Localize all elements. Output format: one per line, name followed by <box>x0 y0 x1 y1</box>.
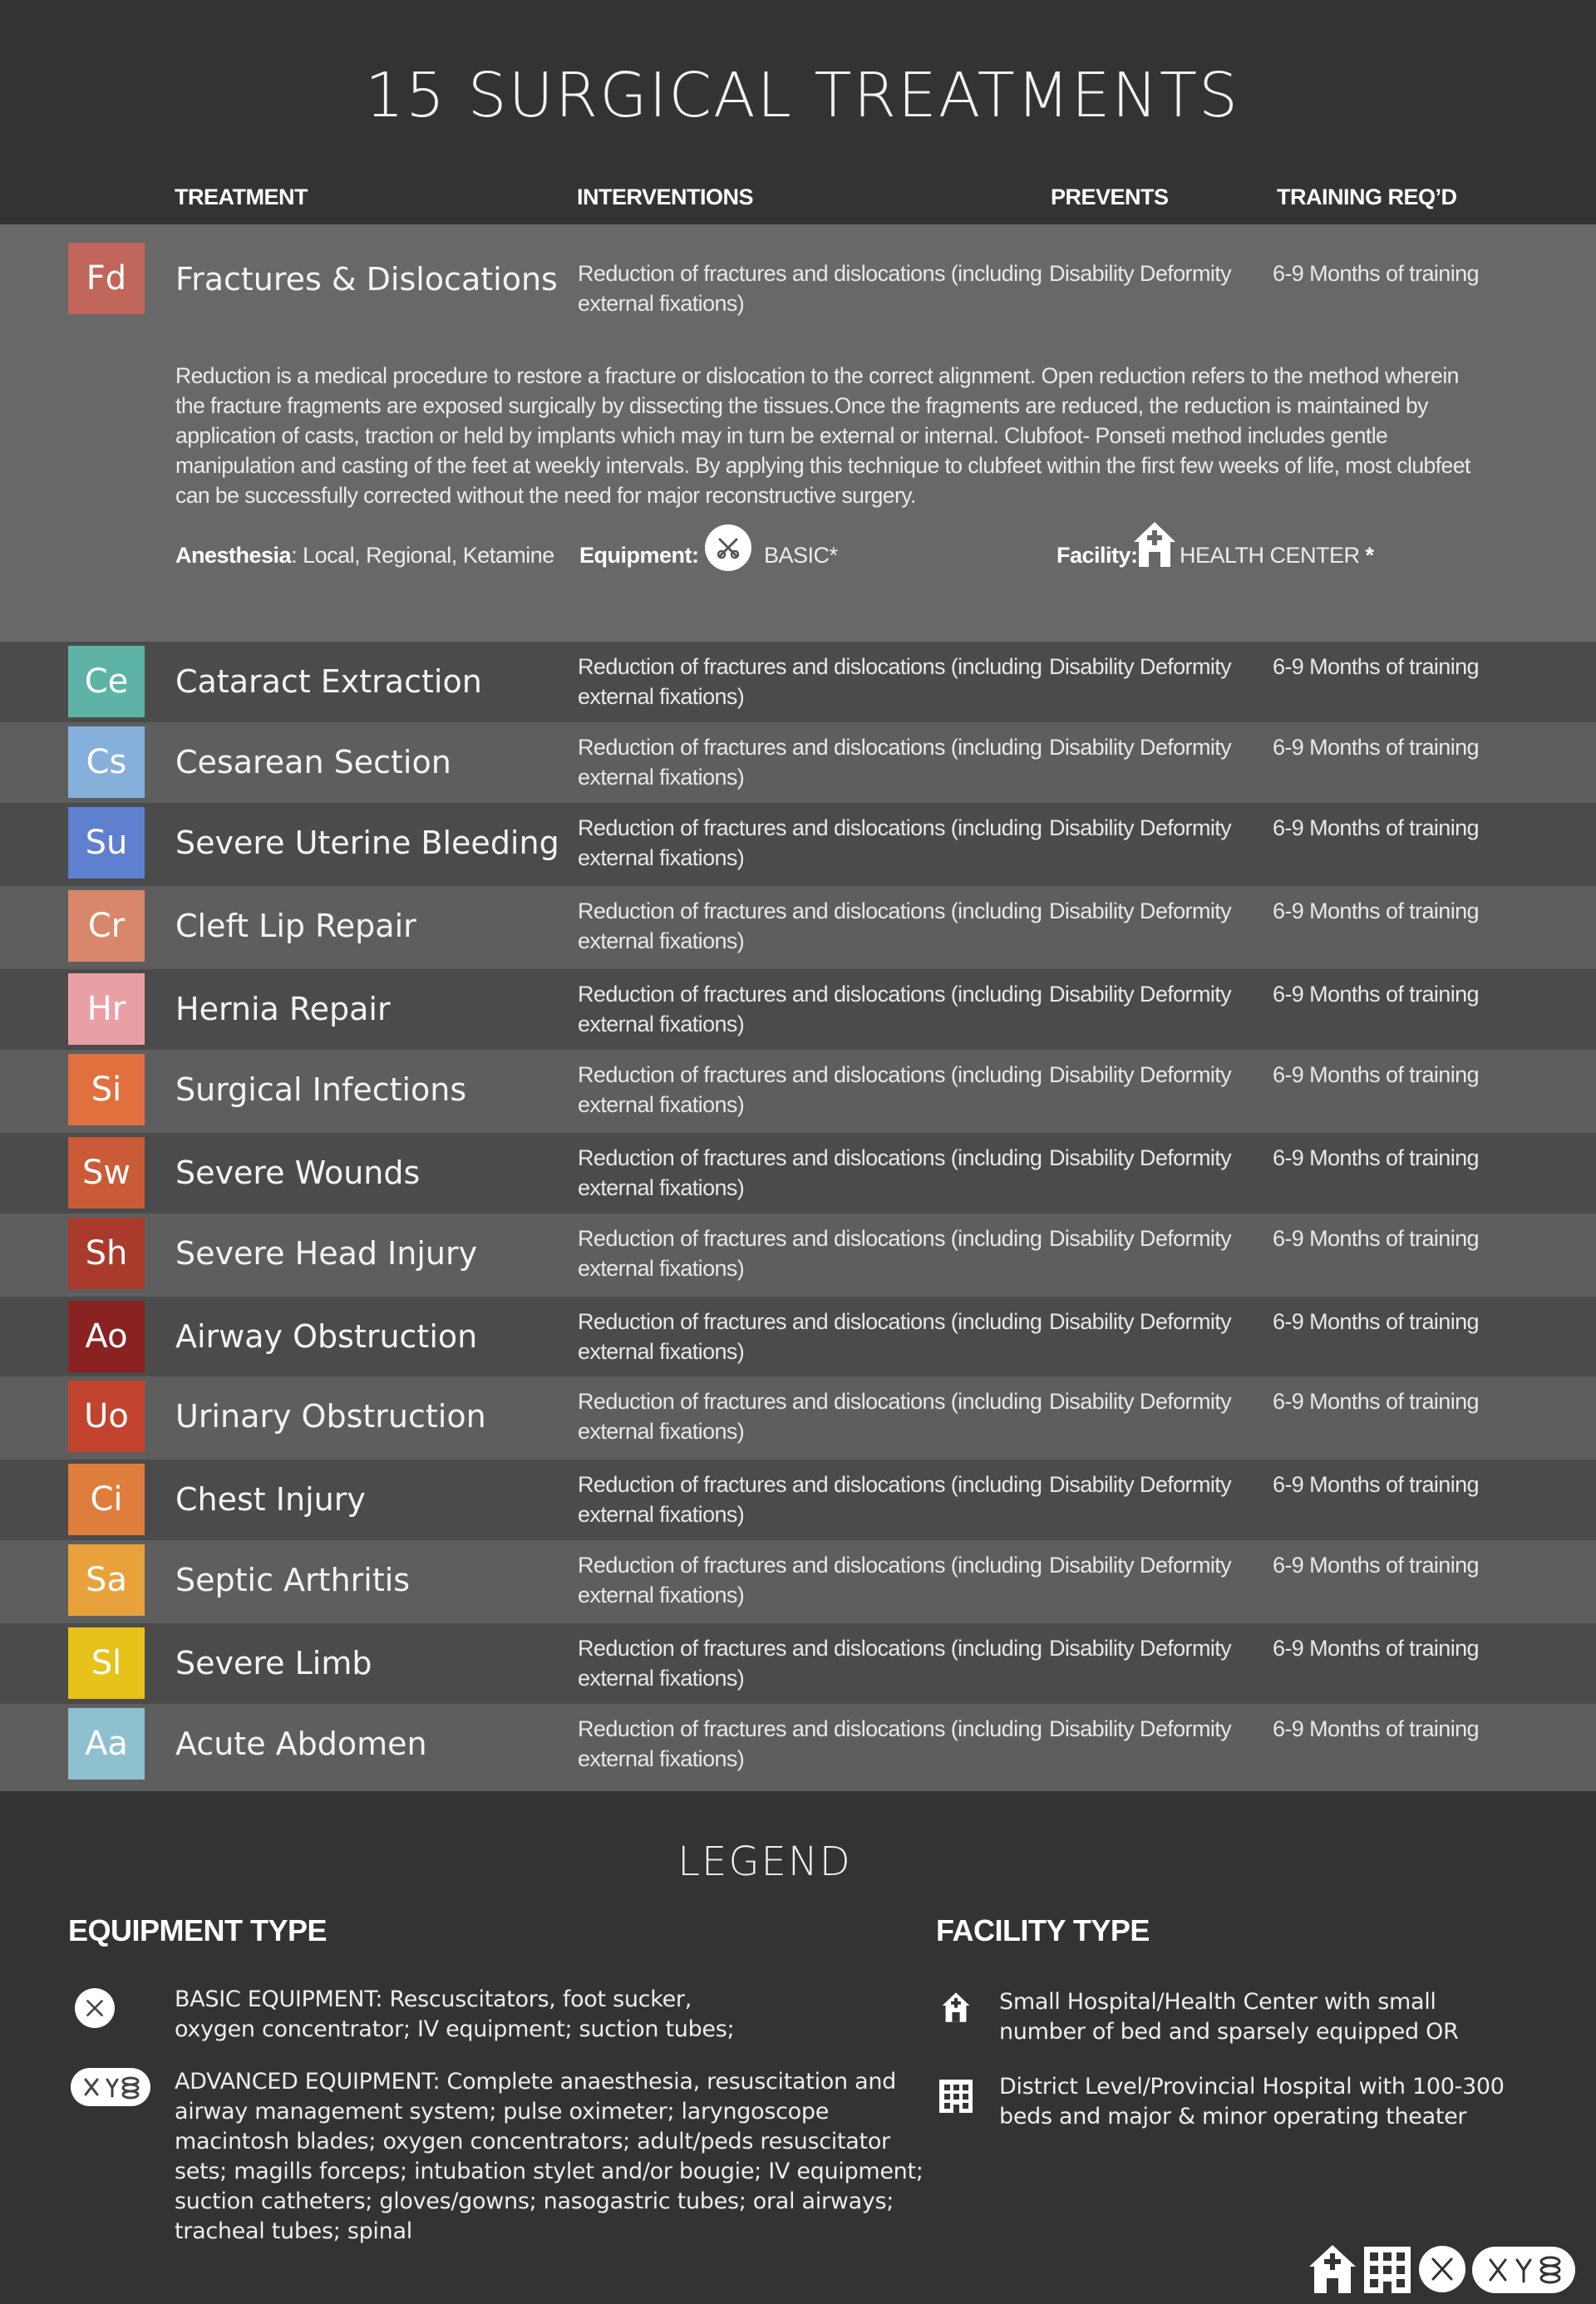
treatment-code-badge: Uo <box>68 1381 145 1452</box>
treatment-interventions: Reduction of fractures and dislocations (including external fixations) <box>578 1226 1042 1281</box>
treatment-code-badge: Aa <box>68 1708 145 1780</box>
column-header-prevents: PREVENTS <box>1051 185 1169 209</box>
treatment-interventions: Reduction of fractures and dislocations (including external fixations) <box>578 1553 1042 1607</box>
treatment-prevents: Disability Deformity <box>1049 898 1232 923</box>
district-hospital-description: District Level/Provincial Hospital with 100-300 beds and major & minor operating theater <box>999 2074 1505 2129</box>
treatment-training: 6-9 Months of training <box>1273 1636 1479 1661</box>
treatment-name[interactable]: Urinary Obstruction <box>175 1398 486 1435</box>
treatment-code-badge: Cs <box>68 726 145 798</box>
basic-equipment-description: BASIC EQUIPMENT: Rescuscitators, foot sucker, oxygen concentrator; IV equipment; suction tubes; <box>175 1986 735 2042</box>
treatment-training: 6-9 Months of training <box>1273 1389 1479 1414</box>
treatment-name[interactable]: Cataract Extraction <box>175 663 482 700</box>
treatment-training: 6-9 Months of training <box>1273 1553 1479 1578</box>
facility-equipment-icon-strip <box>1308 2242 1582 2297</box>
treatment-row[interactable] <box>0 1460 1596 1540</box>
treatment-prevents: Disability Deformity <box>1049 1062 1232 1087</box>
treatment-row[interactable] <box>0 722 1596 803</box>
legend-title: LEGEND <box>677 1839 852 1885</box>
small-hospital-description: Small Hospital/Health Center with small number of bed and sparsely equipped OR <box>999 1989 1459 2045</box>
treatment-interventions: Reduction of fractures and dislocations (including external fixations) <box>578 1309 1042 1364</box>
treatment-row[interactable] <box>0 1376 1596 1460</box>
treatment-name[interactable]: Chest Injury <box>175 1481 366 1518</box>
basic-equipment-icon <box>1419 2246 1465 2292</box>
treatment-interventions: Reduction of fractures and dislocations (including external fixations) <box>578 898 1042 953</box>
advanced-equipment-icon <box>1472 2247 1575 2293</box>
treatment-training: 6-9 Months of training <box>1273 654 1479 679</box>
treatment-name[interactable]: Severe Wounds <box>175 1154 421 1191</box>
anesthesia-info: Anesthesia: Local, Regional, Ketamine <box>175 543 554 568</box>
treatment-name[interactable]: Surgical Infections <box>175 1071 467 1108</box>
health-center-icon <box>1132 520 1177 573</box>
treatment-description: Reduction is a medical procedure to restore a fracture or dislocation to the correct alignment. Open reduction refers to the method wherein the fracture fragments are exposed surgically by dissecting the tissues.Once the fragments are reduced, the reduction is maintained by application of casts, traction or held by implants which may in turn be external or internal. Clubfoot- Ponseti method includes gentle manipulation and casting of the feet at weekly intervals. By applying this technique to clubfeet within the first few weeks of life, most clubfeet can be successfully corrected without the need for major reconstructive surgery. <box>175 363 1470 508</box>
treatment-prevents: Disability Deformity <box>1049 1389 1232 1414</box>
treatment-name[interactable]: Acute Abdomen <box>175 1726 427 1762</box>
treatment-prevents: Disability Deformity <box>1049 1636 1232 1661</box>
treatment-training: 6-9 Months of training <box>1273 898 1479 923</box>
treatment-code-badge: Sa <box>68 1544 145 1616</box>
treatment-name[interactable]: Severe Uterine Bleeding <box>175 825 559 861</box>
treatment-row[interactable] <box>0 1623 1596 1704</box>
treatment-interventions: Reduction of fractures and dislocations (including external fixations) <box>578 1716 1042 1771</box>
equipment-label: Equipment: <box>579 543 699 568</box>
treatment-training: 6-9 Months of training <box>1273 1309 1479 1334</box>
treatment-name[interactable]: Severe Limb <box>175 1645 372 1681</box>
treatment-interventions: Reduction of fractures and dislocations (including external fixations) <box>578 261 1042 316</box>
treatment-row[interactable] <box>0 1133 1596 1214</box>
treatment-name[interactable]: Cleft Lip Repair <box>175 908 416 944</box>
treatment-name[interactable]: Airway Obstruction <box>175 1318 478 1355</box>
treatment-row[interactable] <box>0 886 1596 969</box>
treatment-code-badge: Sl <box>68 1627 145 1699</box>
treatment-code-badge: Cr <box>68 890 145 962</box>
anesthesia-label: Anesthesia <box>175 543 292 568</box>
treatment-row[interactable] <box>0 1297 1596 1376</box>
treatment-prevents: Disability Deformity <box>1049 815 1232 840</box>
treatment-prevents: Disability Deformity <box>1049 1472 1232 1497</box>
advanced-equipment-description: ADVANCED EQUIPMENT: Complete anaesthesia, resuscitation and airway management system; pulse oximeter; laryngoscope macintosh blades; oxygen concentrators; adult/peds resuscitator sets; magills forceps; intubation stylet and/or bougie; IV equipment; suction catheters; gloves/gowns; nasogastric tubes; oral airways; tracheal tubes; spinal <box>175 2069 924 2244</box>
column-header-training: TRAINING REQ’D <box>1277 185 1457 209</box>
district-hospital-icon <box>939 2080 973 2117</box>
treatment-prevents: Disability Deformity <box>1049 982 1232 1007</box>
treatment-row[interactable] <box>0 1704 1596 1791</box>
treatment-interventions: Reduction of fractures and dislocations (including external fixations) <box>578 654 1042 709</box>
small-hospital-icon <box>941 1991 971 2027</box>
treatment-code-badge: Ao <box>68 1301 145 1372</box>
treatment-training: 6-9 Months of training <box>1273 1716 1479 1741</box>
treatment-interventions: Reduction of fractures and dislocations (including external fixations) <box>578 815 1042 870</box>
treatment-name[interactable]: Severe Head Injury <box>175 1235 478 1272</box>
equipment-type-heading: EQUIPMENT TYPE <box>68 1913 328 1947</box>
treatment-code-badge: Hr <box>68 973 145 1045</box>
treatment-name[interactable]: Cesarean Section <box>175 744 451 780</box>
treatment-prevents: Disability Deformity <box>1049 1716 1232 1741</box>
anesthesia-value: Local, Regional, Ketamine <box>303 543 554 568</box>
treatment-row[interactable] <box>0 1540 1596 1623</box>
treatment-prevents: Disability Deformity <box>1049 1309 1232 1334</box>
treatment-interventions: Reduction of fractures and dislocations (including external fixations) <box>578 1145 1042 1200</box>
advanced-equipment-legend-icon <box>71 2068 150 2106</box>
treatment-training: 6-9 Months of training <box>1273 815 1479 840</box>
treatment-name[interactable]: Fractures & Dislocations <box>175 261 558 298</box>
treatment-interventions: Reduction of fractures and dislocations (including external fixations) <box>578 1062 1042 1117</box>
treatment-training: 6-9 Months of training <box>1273 1472 1479 1497</box>
treatment-prevents: Disability Deformity <box>1049 654 1232 679</box>
district-hospital-icon <box>1364 2247 1411 2293</box>
treatment-row[interactable] <box>0 1050 1596 1133</box>
treatment-training: 6-9 Months of training <box>1273 261 1479 286</box>
treatment-prevents: Disability Deformity <box>1049 735 1232 760</box>
treatment-row[interactable] <box>0 803 1596 886</box>
treatment-interventions: Reduction of fractures and dislocations (including external fixations) <box>578 1636 1042 1691</box>
basic-equipment-legend-icon <box>75 1988 115 2028</box>
equipment-value: BASIC* <box>764 543 838 568</box>
column-header-treatment: TREATMENT <box>175 185 308 209</box>
basic-equipment-icon <box>705 524 751 571</box>
treatment-row[interactable] <box>0 969 1596 1050</box>
treatment-prevents: Disability Deformity <box>1049 1553 1232 1578</box>
treatment-interventions: Reduction of fractures and dislocations (including external fixations) <box>578 982 1042 1036</box>
small-hospital-icon <box>1309 2245 1356 2293</box>
treatment-prevents: Disability Deformity <box>1049 1226 1232 1251</box>
treatment-code-badge: Fd <box>68 243 145 314</box>
facility-type-heading: FACILITY TYPE <box>936 1913 1150 1947</box>
column-header-interventions: INTERVENTIONS <box>577 185 754 209</box>
treatment-code-badge: Su <box>68 807 145 879</box>
treatment-row[interactable] <box>0 642 1596 722</box>
treatment-name[interactable]: Septic Arthritis <box>175 1562 411 1598</box>
treatment-code-badge: Sw <box>68 1137 145 1209</box>
treatment-code-badge: Si <box>68 1054 145 1125</box>
treatment-code-badge: Ci <box>68 1464 145 1535</box>
treatment-name[interactable]: Hernia Repair <box>175 991 391 1027</box>
treatment-code-badge: Ce <box>68 646 145 717</box>
facility-label: Facility: <box>1057 543 1138 568</box>
treatment-training: 6-9 Months of training <box>1273 1145 1479 1170</box>
treatment-prevents: Disability Deformity <box>1049 1145 1232 1170</box>
treatment-interventions: Reduction of fractures and dislocations (including external fixations) <box>578 1472 1042 1527</box>
treatment-training: 6-9 Months of training <box>1273 1226 1479 1251</box>
treatment-code-badge: Sh <box>68 1218 145 1289</box>
treatment-training: 6-9 Months of training <box>1273 735 1479 760</box>
facility-value: HEALTH CENTER * <box>1180 543 1374 568</box>
treatment-row[interactable] <box>0 1214 1596 1297</box>
treatment-training: 6-9 Months of training <box>1273 982 1479 1007</box>
treatment-interventions: Reduction of fractures and dislocations (including external fixations) <box>578 735 1042 790</box>
treatment-interventions: Reduction of fractures and dislocations (including external fixations) <box>578 1389 1042 1444</box>
treatment-training: 6-9 Months of training <box>1273 1062 1479 1087</box>
treatment-prevents: Disability Deformity <box>1049 261 1232 286</box>
page-title: 15 SURGICAL TREATMENTS <box>364 60 1240 131</box>
